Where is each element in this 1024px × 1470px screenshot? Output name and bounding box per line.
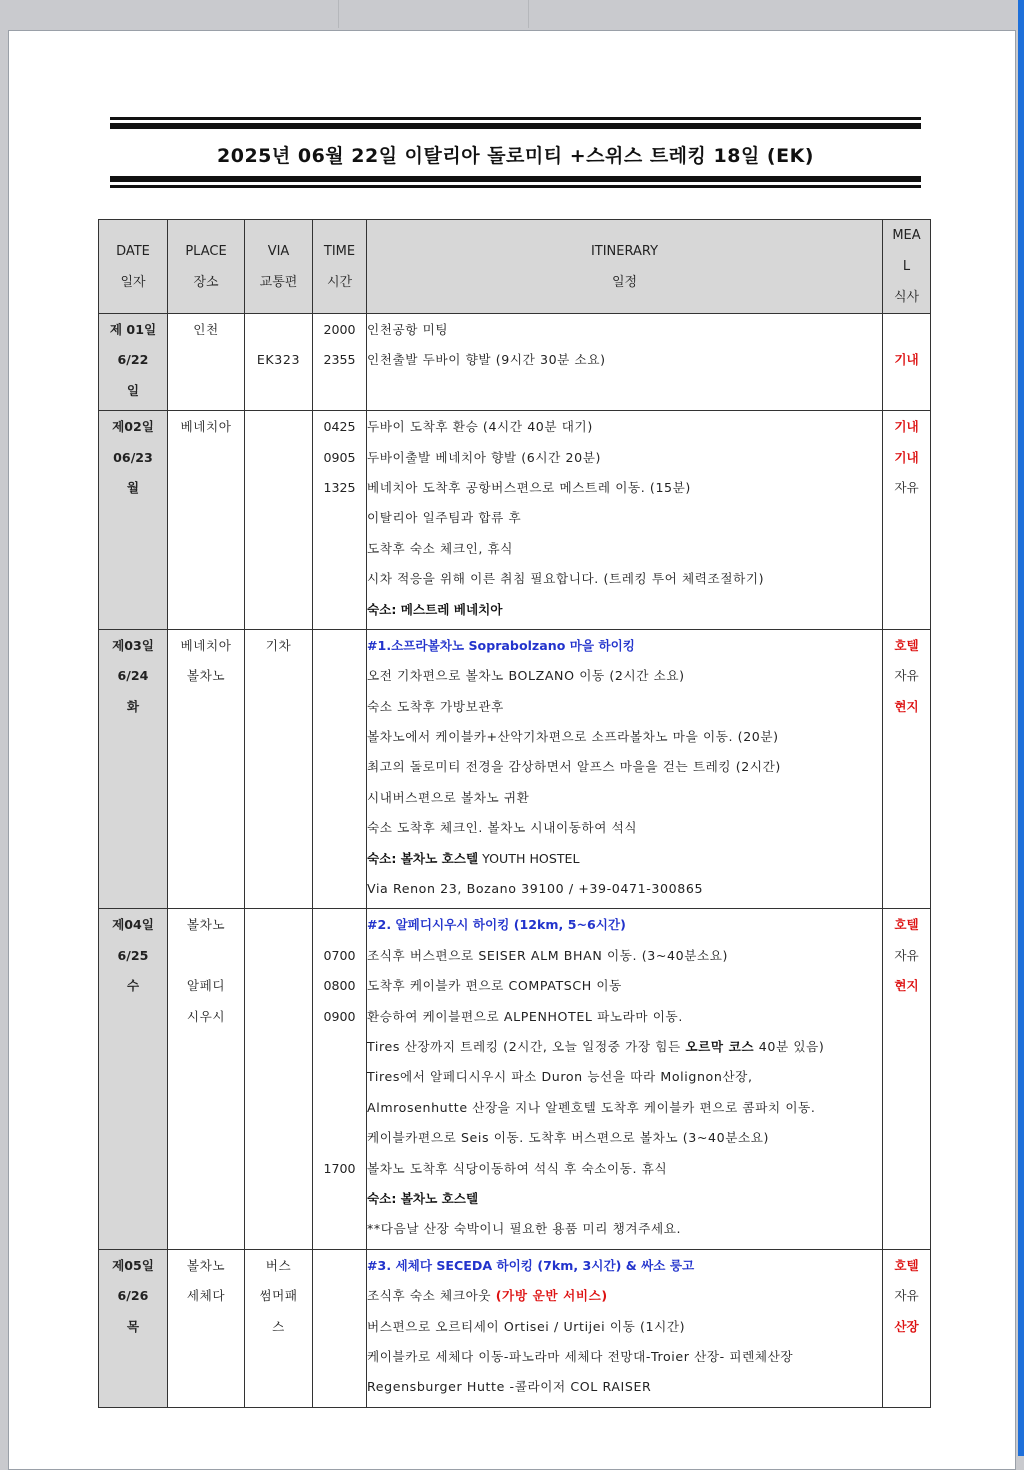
place-cell [168,909,245,1249]
via-line: 썸머패 [259,1288,298,1304]
document-title: 2025년 06월 22일 이탈리아 돌로미티 +스위스 트레킹 18일 (EK) [217,145,814,167]
date-line: 제04일 [112,917,154,933]
time-line [313,910,366,940]
date-line: 6/24 [117,668,149,684]
lodging-line [367,844,882,874]
title-rule [110,123,921,129]
itinerary-line: 도착후 케이블카 편으로 COMPATSCH 이동 [367,978,622,994]
itinerary-table [98,219,931,1408]
table-row [99,909,931,1249]
header-time-en: TIME [323,243,356,259]
place-cell [168,1249,245,1407]
place-line [168,941,244,971]
via-line: EK323 [256,352,301,368]
title-block [110,117,921,189]
header-date [99,220,168,314]
meal-cell [883,411,931,630]
itinerary-cell [367,629,883,909]
itinerary-heading: #2. 알페디시우시 하이킹 (12km, 5~6시간) [367,917,626,933]
time-line: 0800 [323,978,356,994]
itinerary-line: **다음날 산장 숙박이니 필요한 용품 미리 챙겨주세요. [367,1221,682,1237]
table-row [99,411,931,630]
itinerary-text: 40분 있음) [754,1038,825,1054]
lodging-line: 숙소: 메스트레 베네치아 [367,601,503,617]
meal-cell [883,314,931,411]
date-line: 제03일 [112,637,154,653]
itinerary-line [367,1281,882,1311]
header-date-ko: 일자 [120,274,146,290]
meal-line: 기내 [894,419,919,435]
itinerary-line: 숙소 도착후 체크인. 볼차노 시내이동하여 석식 [367,820,638,836]
itinerary-line: 케이블카로 세체다 이동-파노라마 세체다 전망대-Troier 산장- 피렌체산장 [367,1348,794,1364]
header-time-ko: 시간 [326,274,353,290]
time-line [313,1062,366,1092]
meal-line: 산장 [894,1318,919,1334]
itinerary-emphasis: 오르막 코스 [685,1038,755,1054]
place-line: 볼차노 [186,668,226,684]
header-itinerary [367,220,883,314]
header-meal-en-2: L [902,259,911,274]
meal-line: 현지 [894,978,919,994]
date-cell [99,629,168,909]
title-rule [110,176,921,182]
time-line [313,1032,366,1062]
meal-line [883,315,930,345]
via-line: 버스 [265,1257,292,1273]
header-time [313,220,367,314]
itinerary-line: Almrosenhutte 산장을 지나 알펜호텔 도착후 케이블카 편으로 콤파치 이동. [367,1099,816,1115]
date-cell [99,1249,168,1407]
meal-line: 기내 [894,449,919,465]
itinerary-body [99,314,931,1408]
title-rule [110,185,921,188]
meal-cell [883,1249,931,1407]
header-itinerary-ko: 일정 [611,274,638,290]
date-cell [99,314,168,411]
via-line: 스 [272,1318,285,1334]
place-line [168,345,244,375]
meal-line: 호텔 [894,637,919,653]
place-line: 베네치아 [180,419,232,435]
itinerary-cell [367,411,883,630]
meal-line: 기내 [894,352,919,368]
place-line: 세체다 [186,1288,226,1304]
place-cell [168,314,245,411]
itinerary-text: 조식후 숙소 체크아웃 [367,1288,496,1304]
meal-line: 자유 [894,668,919,684]
via-line: 기차 [265,637,292,653]
meal-line: 자유 [894,1288,919,1304]
place-cell [168,629,245,909]
place-line: 볼차노 [186,917,226,933]
itinerary-line: 두바이 도착후 환승 (4시간 40분 대기) [367,419,593,435]
header-place [168,220,245,314]
itinerary-heading: #3. 세체다 SECEDA 하이킹 (7km, 3시간) & 싸소 룽고 [367,1257,695,1273]
time-line: 1325 [323,479,356,495]
header-via [245,220,313,314]
via-cell [245,1249,313,1407]
viewer-scrollbar[interactable] [1018,0,1024,1456]
meal-line: 자유 [894,479,919,495]
meal-cell [883,909,931,1249]
header-place-ko: 장소 [193,274,219,290]
lodging-name-extra: YOUTH HOSTEL [478,850,580,866]
place-line: 시우시 [186,1008,226,1024]
time-line [313,1093,366,1123]
time-line: 2000 [323,322,356,337]
itinerary-line: 케이블카편으로 Seis 이동. 도착후 버스편으로 볼차노 (3~40분소요) [367,1130,770,1146]
header-via-en: VIA [267,243,290,259]
header-itinerary-en: ITINERARY [590,243,659,259]
itinerary-heading: #1.소프라볼차노 Soprabolzano 마을 하이킹 [367,637,635,653]
itinerary-line: 볼차노 도착후 식당이동하여 석식 후 숙소이동. 휴식 [367,1160,668,1176]
itinerary-line: 이탈리아 일주팀과 합류 후 [367,510,522,526]
itinerary-line: 도착후 숙소 체크인, 휴식 [367,540,514,556]
date-cell [99,411,168,630]
itinerary-line: 오전 기차편으로 볼차노 BOLZANO 이동 (2시간 소요) [367,668,685,684]
itinerary-line: Regensburger Hutte -콜라이저 COL RAISER [367,1379,652,1395]
itinerary-line: 베네치아 도착후 공항버스편으로 메스트레 이동. (15분) [367,479,691,495]
itinerary-line: 버스편으로 오르티세이 Ortisei / Urtijei 이동 (1시간) [367,1318,686,1334]
itinerary-cell [367,1249,883,1407]
header-meal-en-1: MEA [892,228,921,243]
itinerary-line: 볼차노에서 케이블카+산악기차편으로 소프라볼차노 마을 이동. (20분) [367,729,779,745]
date-line: 제02일 [112,419,154,435]
title-rule [110,117,921,120]
header-place-en: PLACE [185,243,227,259]
date-line: 월 [126,479,140,495]
place-cell [168,411,245,630]
table-row [99,314,931,411]
itinerary-line: 시차 적응을 위해 이른 취침 필요합니다. (트레킹 투어 체력조절하기) [367,571,765,587]
time-line: 0425 [323,419,356,435]
via-cell [245,411,313,630]
time-cell [313,411,367,630]
time-cell [313,314,367,411]
time-line [313,1123,366,1153]
itinerary-line: 조식후 버스편으로 SEISER ALM BHAN 이동. (3~40분소요) [367,947,729,963]
itinerary-line: Via Renon 23, Bozano 39100 / +39-0471-300865 [367,881,704,897]
itinerary-line: 시내버스편으로 볼차노 귀환 [367,789,530,805]
date-line: 제 01일 [109,322,157,337]
itinerary-cell [367,909,883,1249]
meal-cell [883,629,931,909]
table-header-row [99,220,931,314]
date-line: 제05일 [112,1257,154,1273]
table-row [99,629,931,909]
time-line: 0900 [323,1008,356,1024]
via-cell [245,909,313,1249]
time-cell [313,629,367,909]
via-cell [245,314,313,411]
itinerary-text: Tires 산장까지 트레킹 (2시간, 오늘 일정중 가장 힘든 [367,1038,686,1054]
itinerary-highlight: (가방 운반 서비스) [495,1288,608,1304]
lodging-line: 숙소: 볼차노 호스텔 [367,1190,479,1206]
header-via-ko: 교통편 [259,274,298,290]
lodging-name: 숙소: 볼차노 호스텔 [367,850,479,866]
table-row [99,1249,931,1407]
header-meal-ko: 식사 [893,290,920,305]
meal-line: 호텔 [894,1257,919,1273]
header-meal [883,220,931,314]
date-line: 6/22 [117,352,149,368]
meal-line: 호텔 [894,917,919,933]
date-line: 06/23 [113,449,153,465]
meal-line: 자유 [894,947,919,963]
itinerary-line: 숙소 도착후 가방보관후 [367,698,504,714]
time-line: 0700 [323,947,356,963]
itinerary-cell [367,314,883,411]
via-cell [245,629,313,909]
header-date-en: DATE [116,243,150,259]
date-line: 수 [126,978,140,994]
itinerary-line: 인천공항 미팅 [367,322,449,337]
date-line: 6/25 [117,947,149,963]
itinerary-line: 환승하여 케이블편으로 ALPENHOTEL 파노라마 이동. [367,1008,683,1024]
date-cell [99,909,168,1249]
place-line: 알페디 [186,978,226,994]
itinerary-line [367,1032,882,1062]
itinerary-line: Tires에서 알페디시우시 파소 Duron 능선을 따라 Molignon산장, [367,1069,753,1085]
itinerary-line: 최고의 돌로미티 전경을 감상하면서 알프스 마을을 걷는 트레킹 (2시간) [367,759,781,775]
date-line: 6/26 [117,1288,149,1304]
place-line: 인천 [193,322,219,337]
time-line: 0905 [323,449,356,465]
time-cell [313,909,367,1249]
viewer-top-strip [0,0,1024,28]
via-line [245,315,312,345]
meal-line: 현지 [894,698,919,714]
date-line: 화 [126,698,140,714]
place-line: 베네치아 [180,637,232,653]
time-cell [313,1249,367,1407]
place-line: 볼차노 [186,1257,226,1273]
date-line: 일 [126,382,140,398]
date-line: 목 [126,1318,140,1334]
itinerary-line: 두바이출발 베네치아 향발 (6시간 20분) [367,449,601,465]
time-line: 2355 [323,352,356,368]
itinerary-line: 인천출발 두바이 향발 (9시간 30분 소요) [367,352,606,368]
time-line: 1700 [323,1160,356,1176]
